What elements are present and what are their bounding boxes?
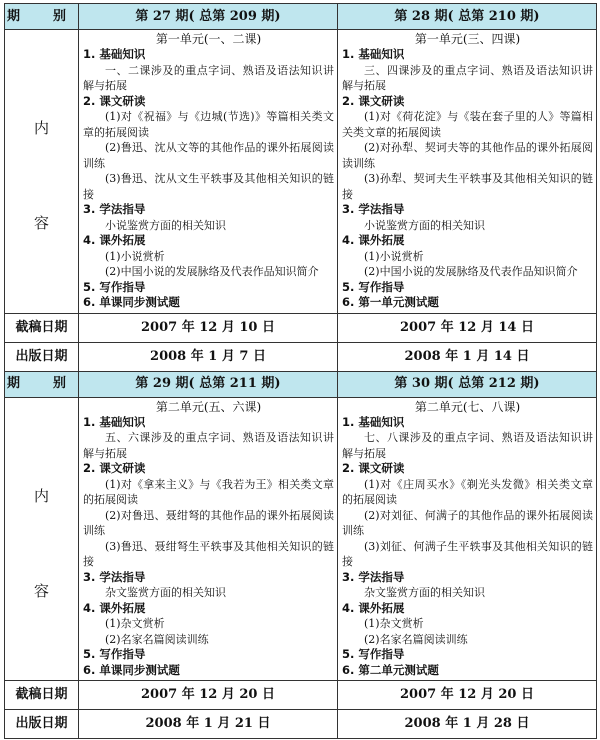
section-heading: 4. 课外拓展 (342, 600, 405, 615)
publish-row (5, 342, 597, 371)
section-item: (1)对《庄周买水》《剃光头发微》相关类文章的拓展阅读 (342, 477, 593, 506)
section-item: 七、八课涉及的重点字词、熟语及语法知识讲解与拓展 (342, 431, 593, 460)
section-heading: 1. 基础知识 (83, 414, 146, 429)
publish-date: 2008 年 1 月 7 日 (79, 342, 338, 371)
publish-date: 2008 年 1 月 28 日 (338, 710, 597, 739)
section-item: (2)中国小说的发展脉络及代表作品知识简介 (105, 265, 319, 278)
content-row (5, 397, 597, 681)
section-heading: 1. 基础知识 (342, 47, 405, 61)
header-row (5, 371, 597, 397)
section-item: (2)名家名篇阅读训练 (364, 632, 468, 646)
section-heading: 4. 课外拓展 (83, 233, 146, 247)
issue-title: 第 28 期( 总第 210 期) (338, 4, 597, 30)
section-heading: 5. 写作指导 (342, 647, 405, 661)
section-item: 小说鉴赏方面的相关知识 (105, 218, 226, 232)
content-wrapper (79, 398, 337, 681)
section-item: 杂文鉴赏方面的相关知识 (105, 586, 226, 599)
issue-content (79, 30, 338, 314)
content-label-char: 内 (33, 119, 49, 137)
schedule-table (4, 3, 597, 739)
section-item: (3)刘征、何满子生平轶事及其他相关知识的链接 (342, 539, 593, 568)
publish-date: 2008 年 1 月 14 日 (338, 342, 597, 371)
section-item: (3)鲁迅、沈从文生平轶事及其他相关知识的链接 (83, 172, 334, 201)
section-item: (3)孙犁、契诃夫生平轶事及其他相关知识的链接 (342, 172, 593, 201)
unit-title: 第一单元(三、四课) (414, 32, 521, 46)
issue-content (338, 397, 597, 681)
content-row (5, 30, 597, 314)
section-item: 三、四课涉及的重点字词、熟语及语法知识讲解与拓展 (342, 63, 593, 92)
section-item: 小说鉴赏方面的相关知识 (364, 218, 485, 232)
unit-title: 第二单元(七、八课) (414, 399, 521, 414)
publish-label: 出版日期 (5, 342, 79, 371)
section-heading: 3. 学法指导 (83, 569, 146, 584)
section-heading: 5. 写作指导 (83, 279, 146, 294)
section-heading: 6. 第二单元测试题 (342, 662, 439, 677)
content-label-char: 容 (33, 214, 49, 232)
period-label: 期 别 (5, 4, 79, 30)
deadline-date: 2007 年 12 月 20 日 (338, 681, 597, 710)
publish-row (5, 710, 597, 739)
section-item: 五、六课涉及的重点字词、熟语及语法知识讲解与拓展 (83, 431, 334, 460)
section-heading: 3. 学法指导 (342, 569, 405, 584)
deadline-row (5, 313, 597, 342)
section-heading: 1. 基础知识 (83, 47, 146, 61)
section-heading: 4. 课外拓展 (83, 600, 146, 615)
deadline-date: 2007 年 12 月 10 日 (79, 313, 338, 342)
section-item: (2)名家名篇阅读训练 (105, 632, 209, 646)
section-heading: 6. 第一单元测试题 (342, 295, 439, 309)
content-wrapper (338, 398, 596, 681)
section-heading: 5. 写作指导 (83, 647, 146, 661)
issue-content (79, 397, 338, 681)
content-label (5, 397, 79, 681)
section-heading: 2. 课文研读 (342, 93, 405, 108)
section-heading: 2. 课文研读 (342, 461, 405, 475)
section-heading: 3. 学法指导 (83, 202, 146, 216)
deadline-label: 截稿日期 (5, 313, 79, 342)
section-item: (2)对孙犁、契诃夫等的其他作品的课外拓展阅读训练 (342, 141, 593, 170)
section-item: (2)中国小说的发展脉络及代表作品知识简介 (364, 265, 578, 278)
content-label-char: 内 (33, 486, 49, 505)
section-item: (1)对《祝福》与《边城(节选)》等篇相关类文章的拓展阅读 (83, 110, 334, 139)
publish-label: 出版日期 (5, 710, 79, 739)
section-heading: 6. 单课同步测试题 (83, 662, 180, 677)
content-wrapper (338, 30, 596, 313)
unit-title: 第二单元(五、六课) (155, 399, 262, 414)
section-heading: 4. 课外拓展 (342, 233, 405, 247)
issue-title: 第 27 期( 总第 209 期) (79, 4, 338, 30)
section-item: (1)小说赏析 (105, 249, 165, 263)
section-item: (3)鲁迅、聂绀弩生平轶事及其他相关知识的链接 (83, 539, 334, 568)
issue-title: 第 29 期( 总第 211 期) (79, 371, 338, 397)
deadline-date: 2007 年 12 月 20 日 (79, 681, 338, 710)
section-item: (2)对鲁迅、聂绀弩的其他作品的课外拓展阅读训练 (83, 508, 334, 537)
section-heading: 6. 单课同步测试题 (83, 295, 180, 309)
section-heading: 2. 课文研读 (83, 461, 146, 475)
publish-date: 2008 年 1 月 21 日 (79, 710, 338, 739)
issue-title: 第 30 期( 总第 212 期) (338, 371, 597, 397)
content-label-char: 容 (33, 581, 49, 600)
section-item: 一、二课涉及的重点字词、熟语及语法知识讲解与拓展 (83, 63, 334, 92)
section-item: (2)对刘征、何满子的其他作品的课外拓展阅读训练 (342, 508, 593, 537)
section-item: (2)鲁迅、沈从文等的其他作品的课外拓展阅读训练 (83, 141, 334, 170)
issue-content (338, 30, 597, 314)
content-label (5, 30, 79, 314)
section-item: (1)杂文赏析 (105, 617, 165, 630)
section-item: (1)对《拿来主义》与《我若为王》相关类文章的拓展阅读 (83, 477, 334, 506)
content-wrapper (79, 30, 337, 313)
deadline-date: 2007 年 12 月 14 日 (338, 313, 597, 342)
header-row (5, 4, 597, 30)
deadline-label: 截稿日期 (5, 681, 79, 710)
section-item: (1)小说赏析 (364, 249, 424, 263)
period-label: 期 别 (5, 371, 79, 397)
section-heading: 3. 学法指导 (342, 202, 405, 216)
section-item: 杂文鉴赏方面的相关知识 (364, 586, 485, 599)
unit-title: 第一单元(一、二课) (155, 32, 262, 46)
section-item: (1)杂文赏析 (364, 617, 424, 630)
section-heading: 2. 课文研读 (83, 93, 146, 108)
section-item: (1)对《荷花淀》与《装在套子里的人》等篇相关类文章的拓展阅读 (342, 110, 593, 139)
deadline-row (5, 681, 597, 710)
section-heading: 5. 写作指导 (342, 279, 405, 294)
section-heading: 1. 基础知识 (342, 414, 405, 429)
